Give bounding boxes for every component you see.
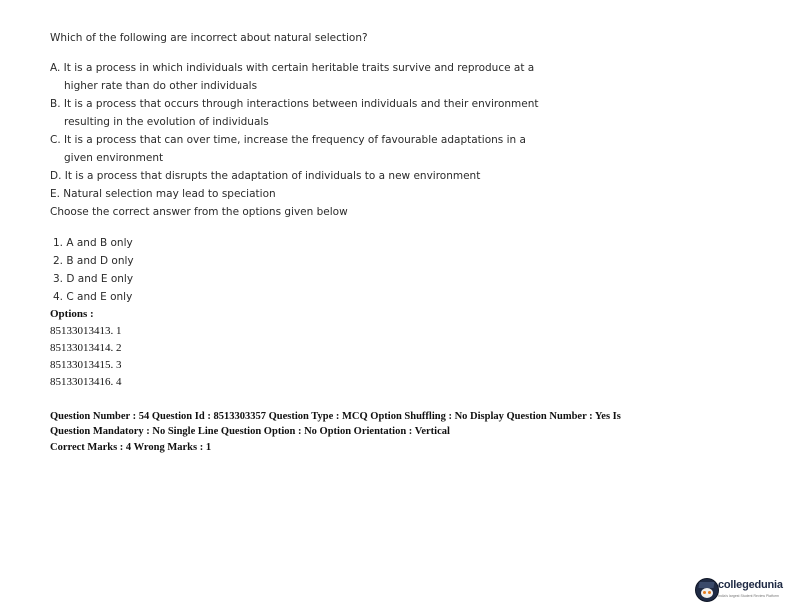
collegedunia-logo bbox=[695, 576, 787, 606]
options-heading: Options : bbox=[50, 308, 94, 320]
statement-b-line2: resulting in the evolution of individuals bbox=[64, 116, 269, 128]
answer-choice-4: 4. C and E only bbox=[53, 291, 133, 303]
answer-choice-2: 2. B and D only bbox=[53, 255, 134, 267]
instruction-text: Choose the correct answer from the options given below bbox=[50, 206, 348, 218]
statement-a-line2: higher rate than do other individuals bbox=[64, 80, 258, 92]
statement-d: D. It is a process that disrupts the adaptation of individuals to a new environment bbox=[50, 170, 481, 182]
option-id-2: 85133013414. 2 bbox=[50, 342, 122, 354]
question-text: Which of the following are incorrect about natural selection? bbox=[50, 32, 368, 44]
logo-wordmark: collegedunia bbox=[718, 579, 783, 591]
answer-choice-3: 3. D and E only bbox=[53, 273, 134, 285]
meta-line-2: Question Mandatory : No Single Line Question Option : No Option Orientation : Vertical bbox=[50, 426, 450, 437]
option-id-3: 85133013415. 3 bbox=[50, 359, 122, 371]
option-id-4: 85133013416. 4 bbox=[50, 376, 122, 388]
statement-b-line1: B. It is a process that occurs through interactions between individuals and their environment bbox=[50, 98, 539, 110]
meta-line-1: Question Number : 54 Question Id : 8513303357 Question Type : MCQ Option Shuffling : No Display Question Number : Yes Is bbox=[50, 411, 621, 422]
meta-line-3: Correct Marks : 4 Wrong Marks : 1 bbox=[50, 442, 212, 453]
answer-choice-1: 1. A and B only bbox=[53, 237, 133, 249]
option-id-1: 85133013413. 1 bbox=[50, 325, 122, 337]
statement-c-line1: C. It is a process that can over time, increase the frequency of favourable adaptations in a bbox=[50, 134, 526, 146]
logo-tagline: India's largest Student Review Platform bbox=[718, 594, 779, 598]
statement-a-line1: A. It is a process in which individuals with certain heritable traits survive and reproduce at a bbox=[50, 62, 535, 74]
statement-e: E. Natural selection may lead to speciation bbox=[50, 188, 276, 200]
statement-c-line2: given environment bbox=[64, 152, 164, 164]
mascot-icon bbox=[695, 578, 719, 602]
